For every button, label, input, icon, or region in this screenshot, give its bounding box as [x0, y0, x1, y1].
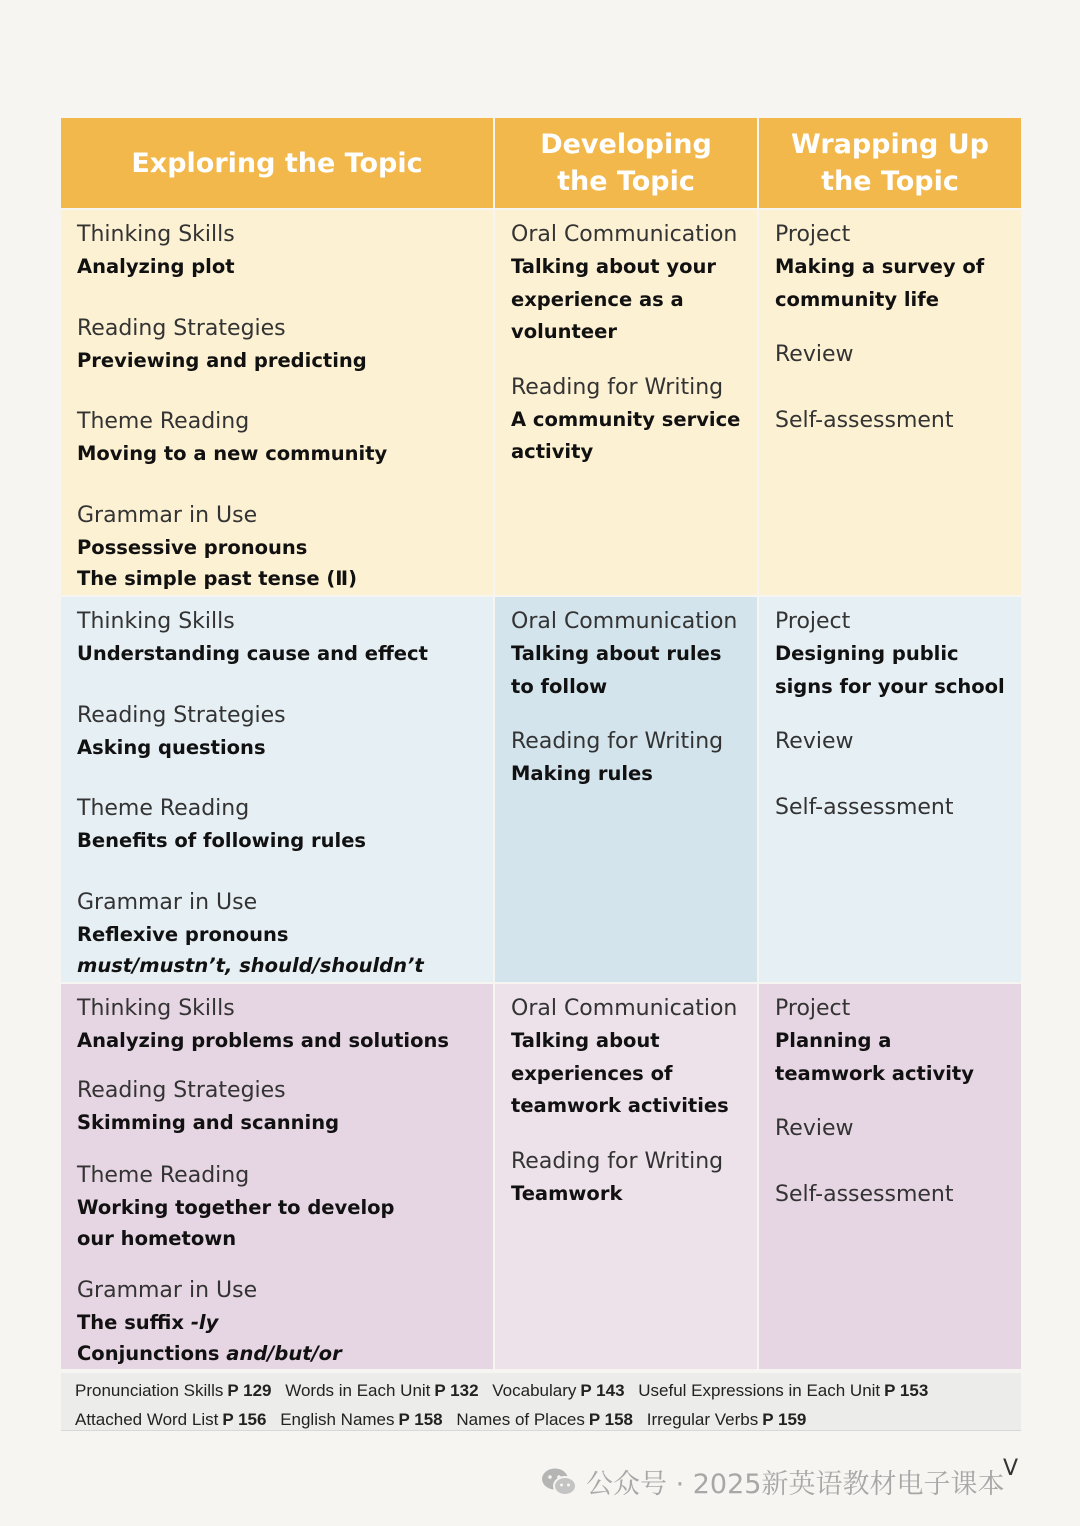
section-value: Moving to a new community: [77, 442, 388, 465]
section-label: Grammar in Use: [77, 502, 258, 528]
contents-table: [61, 118, 1021, 1369]
unit1-wrapping-cell: [759, 210, 1021, 595]
section-label: Reading for Writing: [511, 374, 724, 400]
section-label: Theme Reading: [77, 796, 250, 821]
section-label: Oral Communication: [511, 609, 738, 634]
section-label: Project: [775, 609, 851, 634]
header-exploring: Exploring the Topic: [61, 118, 493, 208]
section-label: Reading Strategies: [77, 315, 286, 341]
section-value: Reflexive pronouns: [77, 922, 289, 946]
section-label: Review: [775, 729, 854, 754]
section-label: Theme Reading: [77, 409, 250, 434]
section-label: Self-assessment: [775, 408, 954, 433]
section-value: The simple past tense (Ⅱ): [77, 566, 358, 590]
section-label: Review: [775, 1116, 854, 1141]
section-label: Reading for Writing: [511, 1148, 724, 1174]
section-value: Analyzing problems and solutions: [77, 1029, 449, 1052]
section-label: Grammar in Use: [77, 1278, 258, 1303]
unit1-developing-cell: [495, 210, 757, 595]
section-value: Possessive pronouns: [77, 535, 308, 559]
appendix-item: Words in Each Unit: [285, 1381, 431, 1400]
section-label: Thinking Skills: [77, 609, 235, 634]
unit3-developing-cell: [495, 984, 757, 1369]
section-value: Talking about your experience as a volunteer: [511, 255, 717, 343]
appendix-line-1: [75, 1376, 1021, 1405]
appendix-item: Useful Expressions in Each Unit: [638, 1381, 881, 1400]
appendix-item: Vocabulary: [492, 1381, 577, 1400]
header-wrapping-up: Wrapping Up the Topic: [759, 118, 1021, 208]
unit2-developing-cell: [495, 597, 757, 982]
page-ref: P 158: [588, 1410, 633, 1429]
header-developing: Developing the Topic: [495, 118, 757, 208]
section-value: Talking about rules to follow: [511, 642, 722, 698]
section-value: Analyzing plot: [77, 255, 235, 278]
section-value: Skimming and scanning: [77, 1110, 340, 1134]
section-label: Project: [775, 222, 851, 247]
section-value: Talking about experiences of teamwork activities: [511, 1029, 729, 1117]
appendix-item: English Names: [280, 1410, 395, 1429]
section-label: Self-assessment: [775, 1182, 954, 1207]
page-number: V: [1003, 1456, 1019, 1481]
section-label: Thinking Skills: [77, 222, 235, 247]
wechat-icon: [540, 1467, 578, 1497]
appendix-line-2: [75, 1405, 1021, 1434]
unit3-wrapping-cell: [759, 984, 1021, 1369]
appendix-item: Names of Places: [456, 1410, 585, 1429]
unit3-exploring-cell: [61, 984, 493, 1369]
unit1-exploring-cell: [61, 210, 493, 595]
page-ref: P 153: [884, 1381, 929, 1400]
section-value: Benefits of following rules: [77, 829, 367, 852]
section-value: Making rules: [511, 762, 653, 785]
section-label: Thinking Skills: [77, 996, 235, 1021]
page-ref: P 143: [580, 1381, 625, 1400]
page-ref: P 158: [398, 1410, 443, 1429]
section-value: must/mustn’t, should/shouldn’t: [77, 953, 424, 977]
page-ref: P 156: [222, 1410, 267, 1429]
appendix-index: [61, 1373, 1021, 1431]
appendix-item: Irregular Verbs: [646, 1410, 759, 1429]
section-value: Understanding cause and effect: [77, 642, 428, 665]
section-value: A community service activity: [511, 407, 741, 463]
section-label: Review: [775, 342, 854, 367]
watermark: [540, 1462, 1004, 1501]
page-ref: P 129: [227, 1381, 272, 1400]
section-value: Working together to develop our hometown: [77, 1196, 395, 1250]
section-label: Oral Communication: [511, 996, 738, 1021]
section-label: Theme Reading: [77, 1163, 250, 1188]
section-value: Making a survey of community life: [775, 255, 985, 311]
section-label: Reading Strategies: [77, 702, 286, 728]
section-value: Teamwork: [511, 1181, 623, 1205]
appendix-item: Pronunciation Skills: [75, 1381, 224, 1400]
watermark-text: 公众号 · 2025新英语教材电子课本: [586, 1469, 1005, 1500]
section-label: Oral Communication: [511, 222, 738, 247]
section-value: Planning a teamwork activity: [775, 1029, 974, 1085]
section-label: Grammar in Use: [77, 889, 258, 915]
appendix-item: Attached Word List: [75, 1410, 219, 1429]
section-value: Previewing and predicting: [77, 348, 367, 372]
unit2-exploring-cell: [61, 597, 493, 982]
page-ref: P 132: [434, 1381, 479, 1400]
section-label: Reading for Writing: [511, 729, 724, 754]
section-value: Designing public signs for your school: [775, 642, 1005, 698]
section-label: Project: [775, 996, 851, 1021]
section-value: Conjunctions and/but/or: [77, 1342, 342, 1365]
section-label: Self-assessment: [775, 795, 954, 820]
section-value: Asking questions: [77, 735, 266, 759]
section-value: The suffix -ly: [77, 1311, 219, 1334]
section-label: Reading Strategies: [77, 1077, 286, 1103]
unit2-wrapping-cell: [759, 597, 1021, 982]
page-ref: P 159: [762, 1410, 807, 1429]
